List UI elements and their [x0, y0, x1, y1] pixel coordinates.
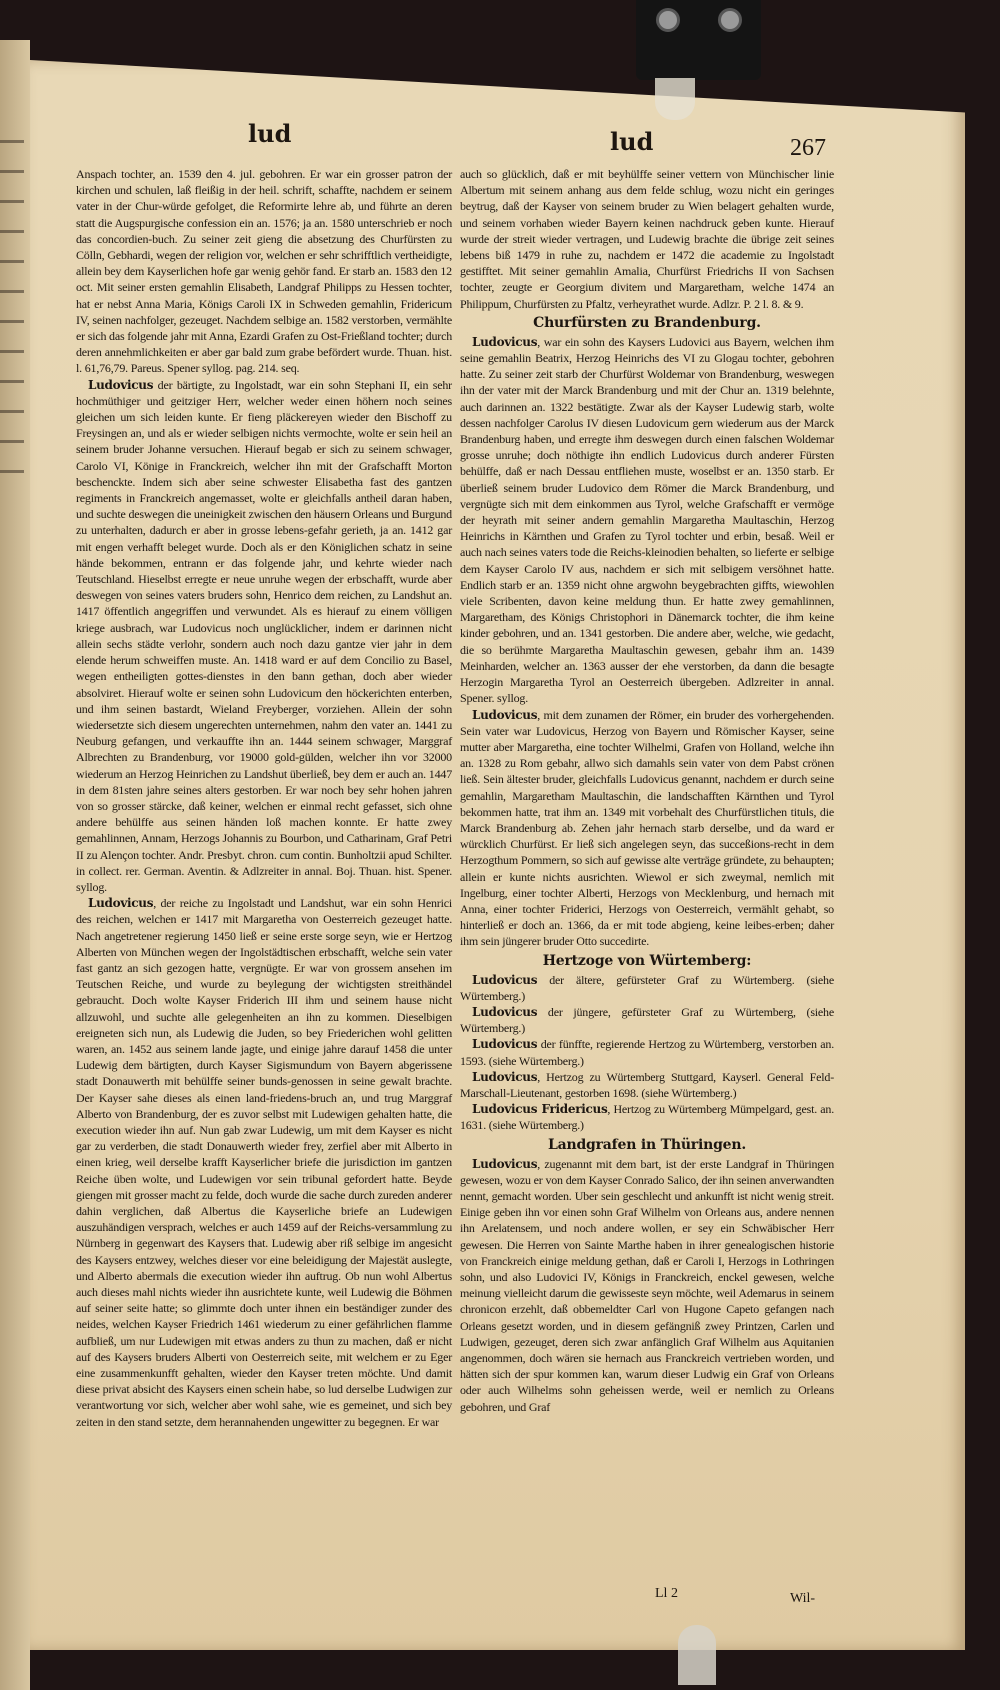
entry-lead: Ludovicus Fridericus — [472, 1102, 608, 1117]
right-column — [460, 166, 834, 1415]
previous-page-edge — [0, 40, 30, 1690]
entry-lead: Ludovicus — [472, 707, 538, 722]
signature-mark: Ll 2 — [655, 1586, 678, 1601]
section-heading: Churfürsten zu Brandenburg. — [533, 314, 761, 331]
entry-text: der jüngere, gefürsteter Graf zu Würtemberg, (siehe Würtemberg.) — [460, 1004, 834, 1036]
left-column — [76, 166, 452, 1430]
screw-icon — [718, 8, 742, 32]
catchword: Wil- — [790, 1591, 816, 1606]
entry — [460, 1156, 834, 1415]
entry-lead: Ludovicus — [472, 972, 538, 987]
entry-text: , zugenannt mit dem bart, ist der erste Landgraf in Thüringen gewesen, wozu er von dem Kayser Conrado Salico, der ihn seinen anverwandten nennt, gemacht worden. Uber sein geschlecht und ankunfft ist nicht wenig streit. Einige geben ihn vor einen sohn Graf Wilhelm von Orleans aus, andere nennen ihn Arelatensem, und noch andere wollen, er sey ein Schwäbischer Herr gewesen. Die Herren von Sainte Marthe haben in ihrer genealogischen historie von Franckreich einige meldung gethan, daß er Caroli I, Herzogs in Lothringen sohn, und also Ludovici IV, Königs in Franckreich, enckel gewesen, welche meinung vielleicht darum die gewisseste seyn möchte, weil Ademarus in seinem chronicon erzehlt, daß obbemeldter Carl von Hugone Capeto gefangen nach Orleans gesetzt worden, und in diesem gefängniß zwey Printzen, Carlen und Ludwigen, gezeuget, deren sich zwar anfänglich Graf Wilhelm aus Aquitanien angenommen, doch wären sie hernach aus Franckreich vertrieben worden, und hätten sich der spur kommen kan, warum dieser Ludwig ein Graf von Orleans oder auch Wilhelms sohn geheissen werde, weil er nemlich zu Orleans gebohren, und Graf — [460, 1156, 834, 1414]
entry — [460, 1101, 834, 1133]
entry-lead: Ludovicus — [472, 1037, 538, 1052]
entry — [460, 1069, 834, 1101]
paragraph: auch so glücklich, daß er mit beyhülffe seiner vettern von Münchischer linie Albertum mit seinem anhang aus dem felde schlug, wozu nicht ein geringes beytrug, daß der Kayser von seinem bruder zu Wien belagert gehalten wurde, und seinem vorhaben wieder Bayern keinen nachdruck geben kunte. Hierauf wurde der streit wieder vertragen, und Ludewig brachte die übrige zeit seines lebens biß 1479 in ruhe zu, nachdem er 1472 die academie zu Ingolstadt gestifftet. Mit seiner gemahlin Amalia, Churfürst Friedrichs II von Sachsen tochter, zeugte er Georgium divitem und Margaretham, welche 1474 an Philippum, Churfürsten zu Pfaltz, verheyrathet wurde. Adlzr. P. 2 l. 8. & 9. — [460, 167, 834, 311]
entry-lead: Ludovicus — [472, 1069, 538, 1084]
clamp-tab-bottom — [678, 1625, 716, 1685]
entry-text: der bärtigte, zu Ingolstadt, war ein sohn Stephani II, ein sehr hochmüthiger und geitziger Herr, welcher weder einen höhern noch seines gleichen um sich leiden kunte. Er fieng pläckereyen wieder den Bischoff zu Freysingen an, und als er wieder selbigen nichts vermochte, wolte er sein heil an seinem bruder Johanne versuchen. Hierauf begab er sich zu seinem schwager, Carolo VI, Könige in Franckreich, welcher ihn mit der Grafschafft Morton beschenckte. Indem sich aber seine schwester Elisabetha fast des gantzen regiments in Franckreich angemasset, wolte er gleichfalls antheil daran haben, und suchte deswegen die uneinigkeit zwischen den häusern Orleans und Burgund zu unterhalten, dadurch er aber in grosse lebens-gefahr gerieth, ja an. 1412 gar mit engen verhafft beleget wurde. Doch als er den Königlichen schatz in seine hände bekommen, entrann er das folgende jahr, und kehrte wieder nach Teutschland. Hieselbst erregte er neue unruhe wegen der erbschafft, wurde aber deswegen von seines vaters bruders sohn, Henrico dem reichen, zu Landshut an. 1417 öffentlich angegriffen und verwundet. Als es hierauf zu einem völligen kriege ausbrach, war Ludovicus noch unglücklicher, indem er darinnen nicht allein sechs städte verlohr, sondern auch noch dazu gantze vier jahr in dem elende herum schweiffen muste. An. 1418 ward er auf dem Concilio zu Basel, wegen entheiligten gottes-dienstes in den bann gethan, doch aber wieder absolviret. Hierauf wolte er seinen sohn Ludovicum den höckerichten enterben, und ihm seinen bastardt, Wieland Freyberger, vorziehen. Allein der sohn wiedersetzte sich diesem ungerechten unternehmen, nahm den vater an. 1441 zu Neuburg gefangen, und verkauffte ihn an. 1444 seinem schwager, Marggraf Albrechten zu Brandenburg, vor 19000 gold-gülden, welcher ihn vor 32000 wiederum an Herzog Heinrichen zu Landshut überließ, bey dem er auch an. 1447 in dem 81sten jahre seines alters gestorben. Er war noch bey sehr hohen jahren von so grosser stärcke, daß keiner, welchen er einmal recht gefasset, sich ohne andere behülffe aus seinen händen loß machen konnte. Er hatte zwey gemahlinnen, Annam, Herzogs Johannis zu Bourbon, und Catharinam, Graf Petri II zu Alençon tochter. Andr. Presbyt. chron. cum contin. Bunholtzii apud Schilter. in collect. rer. German. Aventin. & Adlzreiter in annal. Boj. Thuan. hist. Spener. syllog. — [76, 377, 452, 894]
entry — [460, 1004, 834, 1036]
entry-text: , der reiche zu Ingolstadt und Landshut, war ein sohn Henrici des reichen, welchen er 1417 mit Margaretha von Oesterreich gezeuget hatte. Nach angetretener regierung 1450 ließ er seine erste sorge seyn, wie er Hertzog Alberten von München wegen der Ingolstädtischen erbschafft, welche sein vater fast gantz an sich gezogen hatte, vergnügte. Er war von grossem ansehen im Teutschen Reiche, und wurde zu beylegung der wichtigsten streithändel gebraucht. Doch wolte Kayser Friderich III ihm und seinem hause nicht allzuwohl, und suchte alle gelegenheiten an ihn zu kommen. Dieselbigen ereigneten sich nun, als Ludewig die Juden, so bey Friederichen wohl gelitten waren, an. 1452 aus seinem lande jagte, und einige jahre darauf 1458 die unter Ludewig dem bärtigten, durch Kayser Sigismundum von Bayern abgerissene stadt Donauwerth mit behülffe seiner bunds-genossen in seine gewalt brachte. Der Kayser sahe dieses als einen land-friedens-bruch an, und trug Marggraf Alberto von Brandenburg, der es zuvor selbst mit Ludewigen gehalten hatte, die execution wieder ihn auf. Nun gab zwar Ludewig, um mit dem Kayser es nicht gar zu verderben, die stadt Donauwerth wieder frey, zerfiel aber mit Alberto in einen krieg, weil derselbe krafft Kayserlicher briefe die jurisdiction im gantzen Reiche üben wolte, und Ludewigen vor sein tribunal gefordert hatte. Beyde giengen mit grosser macht zu felde, doch wurde die sache durch zureden anderer dahin verglichen, daß Albertus die Kayserliche briefe an Ludewigen auszuhändigen versprach, welches er auch 1459 auf der Reichs-versammlung zu Nürnberg in gegenwart des Kaysers that. Ludewig aber riß selbige im angesicht des Kaysers entzwey, welches dieser vor eine beleidigung der Majestät auslegte, und Alberto abermals die execution wieder ihn auftrug. Ob nun wohl Albertus auch dieses mahl nichts wieder ihn ausrichtete kunte, weil Ludewig die Böhmen auf seiner seite hatte; so glimmte doch unter ihnen ein beständiger zunder des neides, welchen Kayser Friedrich 1461 wiederum zu einer gefährlichen flamme aufbließ, um nur Ludewigen mit etwas anders zu thun zu machen, daß er nicht auf des Kaysers bruders Alberti von Oesterreich seite, mit welchem er zu Eger eine zusammenkunfft gehalten, wieder den Kayser treten möchte. Und damit diese privat absicht des Kaysers einen schein habe, so lud derselbe Ludwigen zur verantwortung vor sich, welcher aber wohl sahe, wie es gemeinet, und sich bey zeiten in den stand setzte, dem herannahenden ungewitter zu begegnen. Er war — [76, 896, 452, 1429]
entry — [76, 895, 452, 1430]
screw-icon — [656, 8, 680, 32]
page-number: 267 — [790, 135, 826, 161]
entry — [76, 377, 452, 896]
right-running-head: lud — [610, 127, 654, 156]
entry-lead: Ludovicus — [472, 334, 538, 349]
entry-lead: Ludovicus — [88, 896, 154, 911]
page-clamp — [636, 0, 761, 80]
entry-lead: Ludovicus — [88, 377, 154, 392]
left-running-head: lud — [248, 119, 292, 148]
entry-lead: Ludovicus — [472, 1156, 538, 1171]
entry-text: der ältere, gefürsteter Graf zu Würtemberg. (siehe Würtemberg.) — [460, 972, 834, 1003]
clamp-tab — [655, 78, 695, 120]
entry — [460, 707, 834, 950]
section-heading: Landgrafen in Thüringen. — [547, 1136, 747, 1153]
entry — [460, 334, 834, 707]
entry-lead: Ludovicus — [472, 1004, 538, 1019]
entry-text: , war ein sohn des Kaysers Ludovici aus Bayern, welchen ihm seine gemahlin Beatrix, Herzog Heinrichs des VI zu Glogau tochter, gebohren hatte. Zu seiner zeit starb der Churfürst Woldemar von Brandenburg, weswegen ihn der vater mit der Marck Brandenburg und mit der Chur an. 1319 belehnte, auch darinnen an. 1322 bestätigte. Zwar als der Kayser Ludewig starb, wolte dessen nachfolger Carolus IV diesen Ludovicum gern wiederum aus der Marck Brandenburg haben, und erregte ihm deswegen durch einen falschen Woldemar grosse unruhe; doch nöthigte ihn endlich Ludovicus durch anderer Fürsten behülffe, daß er nach Dessau entfliehen muste, woselbst er an. 1350 starb. Er überließ seinem bruder Ludovico dem Römer die Marck Brandenburg, und vergnügte sich mit dem einkommen aus Tyrol, welche Grafschafft er vermöge der heyrath mit seiner andern gemahlin Margaretha Maultaschin, Herzog Heinrichs in Kärnthen und Grafen zu Tyrol tochter und erbin, besaß. Weil er auch nach seines vaters tode die Reichs-kleinodien behalten, so lieferte er selbige dem Kayser Carolo IV aus, nachdem er sich mit selbigem versöhnet hatte. Endlich starb er an. 1359 nicht ohne argwohn beygebrachten giffts, wiewohlen viele Scribenten, davon keine meldung thun. Er hatte zwey gemahlinnen, Margaretham, des Königs Christophori in Dänemarck tochter, die ihm keine kinder gebohren, und an. 1341 gestorben. Die andere aber, welche, wie gedacht, die so berühmte Margaretha Maultaschin gewesen, gebahr ihm an. 1439 Meinharden, welcher an. 1363 ausser der ehe verstorben, da dann die besagte Herzogin Margaretha Tyrol an Oesterreich übergeben. Adlzreiter in annal. Spener. syllog. — [460, 334, 834, 706]
entry-text: der fünffte, regierende Hertzog zu Würtemberg, verstorben an. 1593. (siehe Würtemberg.) — [460, 1037, 834, 1068]
entry-text: , Hertzog zu Würtemberg Mümpelgard, gest. an. 1631. (siehe Würtemberg.) — [460, 1102, 835, 1133]
entry-text: , mit dem zunamen der Römer, ein bruder des vorhergehenden. Sein vater war Ludovicus, Herzog von Bayern und Römischer Kayser, seine mutter aber Margaretha, eine tochter Wilhelmi, Grafen von Holland, welche ihn an. 1328 zu Rom gebahr, allwo sich damahls sein vater von dem Pabst crönen ließ. Sein ältester bruder, gleichfalls Ludovicus genannt, nachdem er durch seine gemahlin, Margaretham Maultaschin, die landschafften Kärnthen und Tyrol bekommen hatte, trat ihm an. 1349 mit vorbehalt des Churfürstlichen tituls, die Marck Brandenburg ab. Zehen jahr hernach starb derselbe, und da ward er würcklich Churfürst. Er ließ sich angelegen seyn, das succeßions-recht in dem Herzogthum Pommern, so sich auf gewisse alte verträge gründete, zu behaupten; allein er kunte nichts ausrichten. Wiewol er sich zweymal, nemlich mit Ingelburg, einer tochter Alberti, Herzogs von Mecklenburg, und hernach mit Anna, einer tochter Friderici, Herzogs von Oesterreich, vermählt gehabt, so hinterließ er doch an. 1366, da er mit tode abgieng, keine leibes-erben; daher ihm sein jüngerer bruder Otto succedirte. — [460, 707, 834, 949]
entry — [460, 1036, 834, 1068]
entry-text: , Hertzog zu Würtemberg Stuttgard, Kayserl. General Feld-Marschall-Lieutenant, gestorben 1698. (siehe Würtemberg.) — [460, 1069, 834, 1100]
section-heading: Hertzoge von Würtemberg: — [542, 952, 752, 969]
entry — [460, 972, 834, 1004]
paragraph: Anspach tochter, an. 1539 den 4. jul. gebohren. Er war ein grosser patron der kirchen und schulen, laß fleißig in der heil. schrift, schaffte, nachdem er seinem vater in der Chur-würde gefolget, die Reformirte lehre ab, und führte an deren statt die Augspurgische confession ein an. 1576; ja an. 1580 unterschrieb er noch das concordien-buch. Zu seiner zeit gieng die absetzung des Churfürsten zu Cölln, Gebhardi, wegen der religion vor, welchen er sehr schrifftlich vertheidigte, allein bey dem Kayserlichen hofe gar wenig gehör fand. Er starb an. 1583 den 12 oct. Mit seiner ersten gemahlin Elisabeth, Landgraf Philipps zu Hessen tochter, hat er nebst Anna Maria, Königs Caroli IX in Schweden gemahlin, Fridericum IV, seinen nachfolger, gezeuget. Nachdem selbige an. 1582 verstorben, vermählte er sich das folgende jahr mit Anna, Ezardi Grafen zu Ost-Frießland tochter; durch deren annehmlichkeiten er aber gar bald zum grabe befördert wurde. Thuan. hist. l. 61,76,79. Pareus. Spener syllog. pag. 214. seq. — [76, 167, 452, 376]
